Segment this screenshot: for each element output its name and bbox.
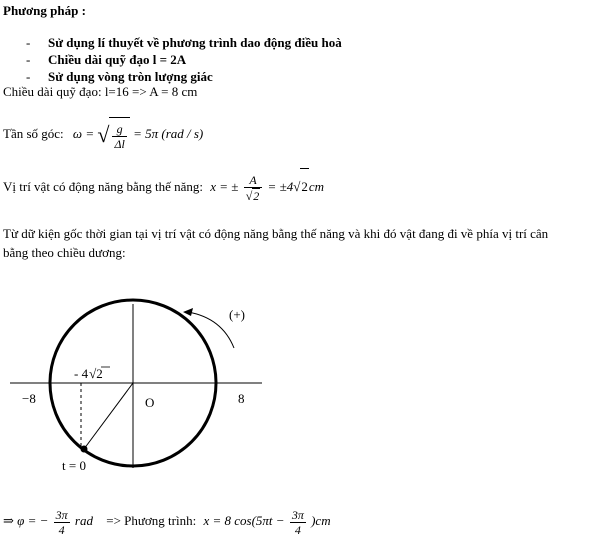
freq-label: Tần số góc: bbox=[3, 126, 64, 141]
arrow-head-icon bbox=[183, 308, 193, 316]
position-fraction bbox=[244, 173, 263, 203]
position-unit: cm bbox=[308, 179, 325, 194]
position-num: A bbox=[244, 173, 263, 188]
label-plus-8: 8 bbox=[238, 391, 245, 406]
methods-list bbox=[26, 35, 446, 86]
label-x0: - 4√2 bbox=[74, 366, 103, 381]
position-lhs: x = ± bbox=[210, 179, 239, 194]
equation-label: => Phương trình: bbox=[106, 513, 197, 528]
initial-point bbox=[81, 446, 88, 453]
phi-den: 4 bbox=[58, 522, 65, 537]
label-minus-8: −8 bbox=[22, 391, 36, 406]
direction-arc bbox=[188, 312, 234, 348]
paragraph-line-2: bằng theo chiều dương: bbox=[3, 245, 126, 260]
method-text: Chiều dài quỹ đạo l = 2A bbox=[48, 52, 187, 67]
trig-circle-diagram bbox=[0, 290, 300, 480]
bullet: - bbox=[26, 69, 31, 84]
phi-fraction bbox=[54, 508, 70, 537]
label-origin: O bbox=[145, 395, 155, 410]
freq-rhs: = 5π bbox=[133, 126, 159, 141]
position-rhs: = ±4 bbox=[267, 179, 294, 194]
method-text: Sử dụng vòng tròn lượng giác bbox=[48, 69, 213, 84]
section-heading: Phương pháp : bbox=[3, 3, 86, 18]
bullet: - bbox=[26, 52, 31, 67]
angular-frequency-line bbox=[3, 116, 203, 152]
freq-lhs: ω = bbox=[72, 126, 95, 141]
method-text: Sử dụng lí thuyết về phương trình dao động điều hoà bbox=[48, 35, 342, 50]
position-radical: √2 bbox=[293, 179, 309, 194]
equation-unit: )cm bbox=[311, 513, 331, 528]
position-den: √2 bbox=[245, 189, 260, 204]
result-line bbox=[3, 503, 331, 539]
phi-unit: rad bbox=[74, 513, 93, 528]
method-item bbox=[26, 52, 446, 69]
method-item bbox=[26, 35, 446, 52]
equal-energy-position-line bbox=[3, 168, 324, 204]
phi-lhs: φ = − bbox=[17, 513, 49, 528]
freq-sqrt: √ $\frac{g}{\Delta l}$ bbox=[97, 116, 129, 154]
equation-lhs: x = 8 cos(5πt − bbox=[203, 513, 285, 528]
freq-unit: (rad / s) bbox=[161, 126, 204, 141]
radius-line bbox=[84, 383, 133, 449]
orbit-length-line: Chiều dài quỹ đạo: l=16 => A = 8 cm bbox=[3, 84, 198, 99]
position-label: Vị trí vật có động năng bằng thế năng: bbox=[3, 179, 204, 194]
freq-num: g bbox=[112, 122, 126, 137]
equation-num: 3π bbox=[291, 507, 304, 522]
equation-fraction bbox=[290, 508, 306, 537]
phi-num: 3π bbox=[55, 507, 68, 522]
label-direction: (+) bbox=[229, 307, 245, 322]
label-t0: t = 0 bbox=[62, 458, 86, 473]
implies-icon: ⇒ bbox=[3, 513, 14, 528]
bullet: - bbox=[26, 35, 31, 50]
paragraph-line-1: Từ dữ kiện gốc thời gian tại vị trí vật có động năng bằng thế năng và khi đó vật đang đi về phía vị trí cân bbox=[3, 226, 549, 241]
equation-den: 4 bbox=[294, 522, 301, 537]
freq-den: Δl bbox=[114, 137, 125, 152]
